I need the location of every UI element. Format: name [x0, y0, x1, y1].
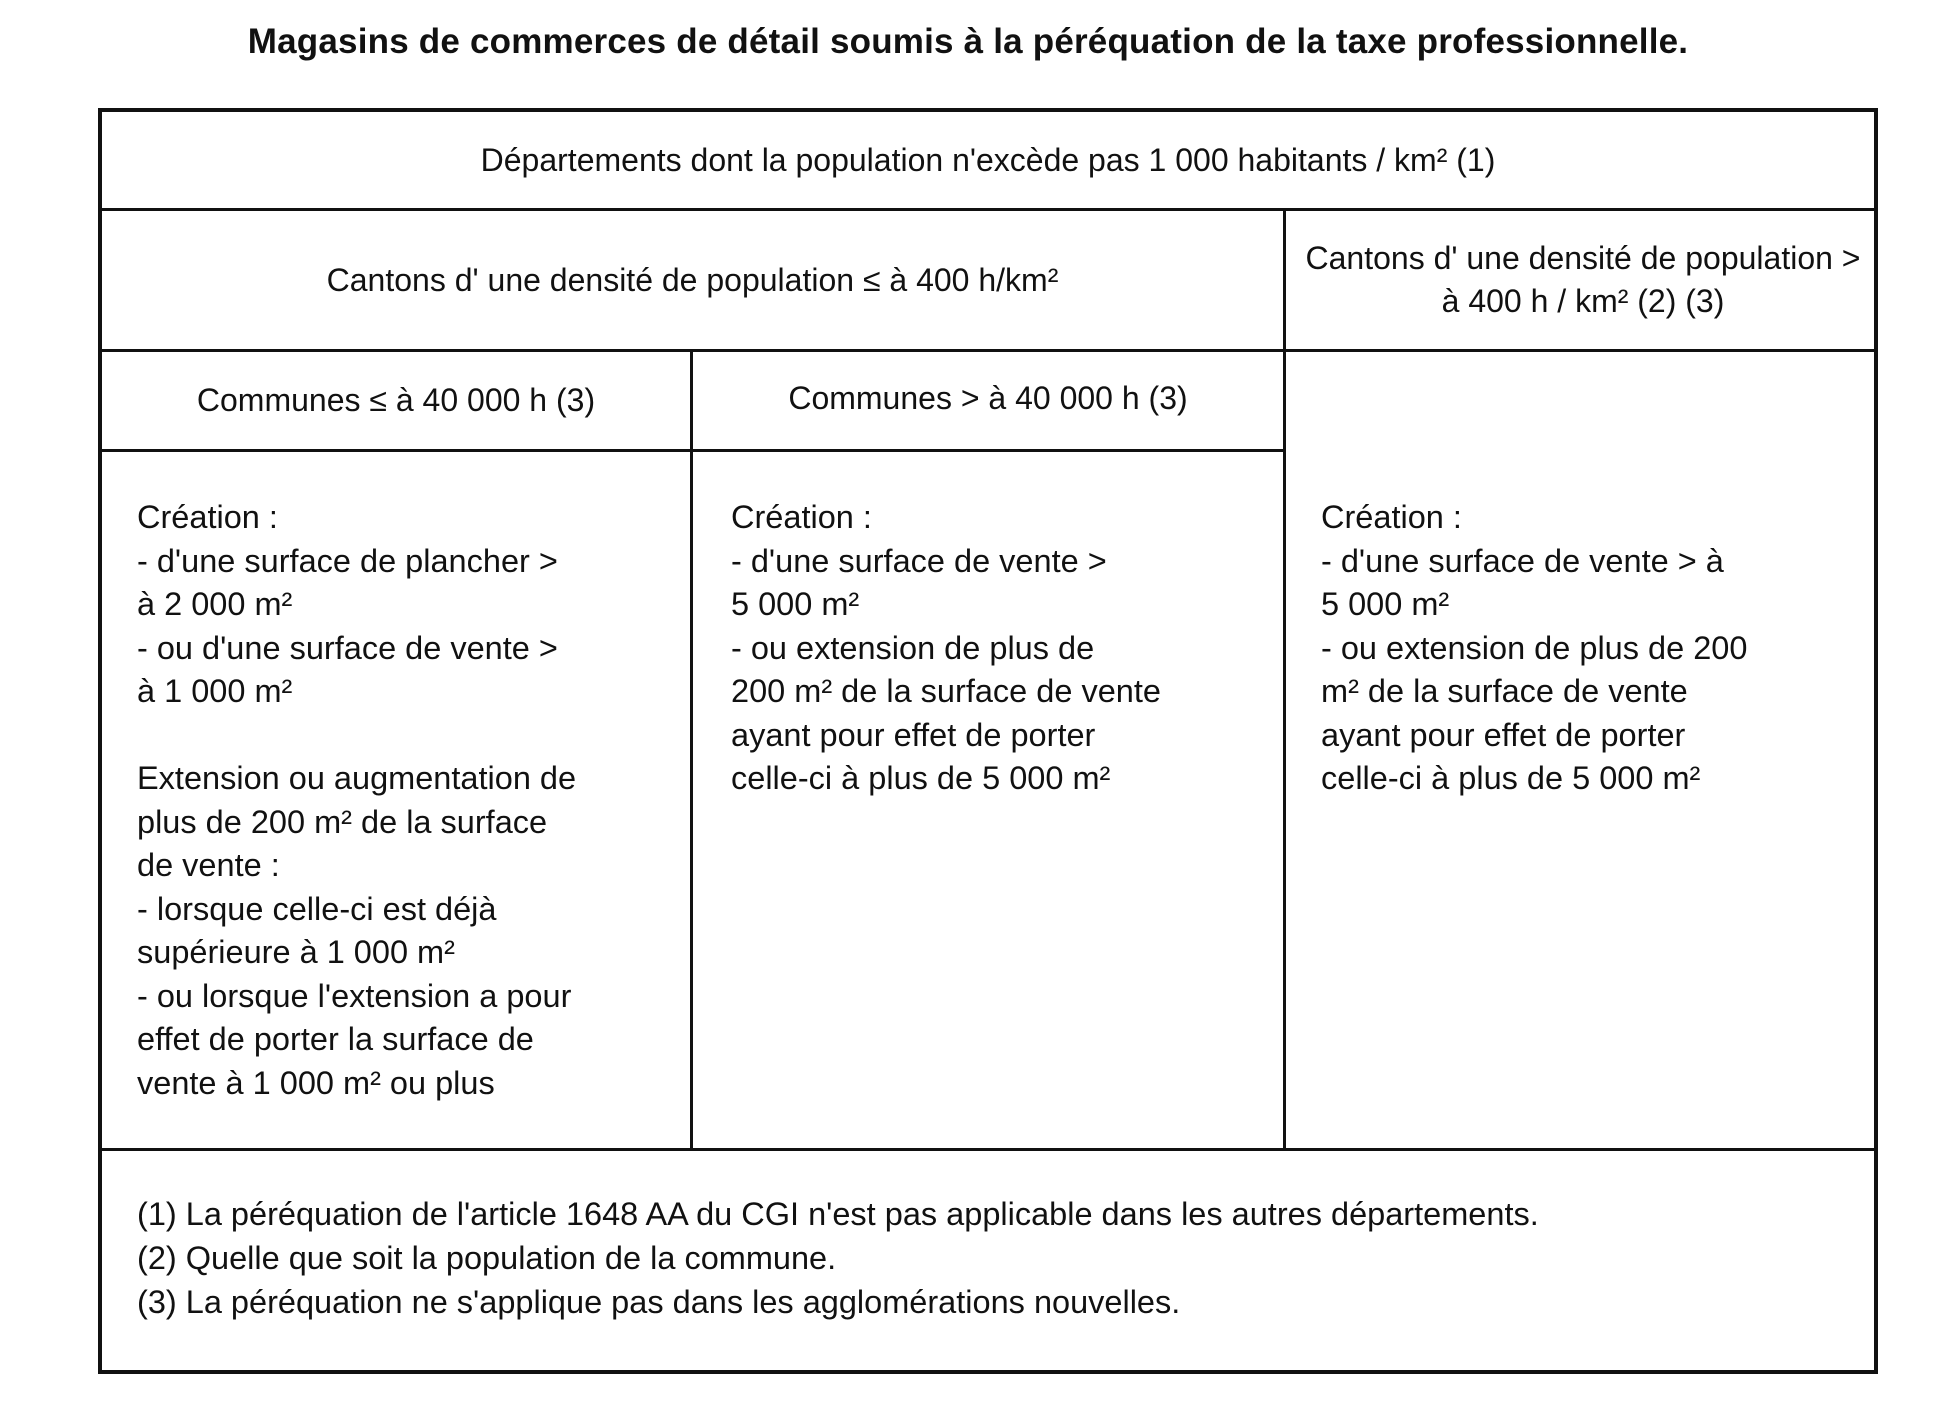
criteria-communes-small: Création : - d'une surface de plancher > à 2 000 m² - ou d'une surface de vente > à 1 000 m² Extension ou augmentation de plus de 200 m² de la surface de vente : - lorsque celle-ci est déjà supérieure à 1 000 m² - ou lorsque l'extension a pour effet de porter la surface de vente à 1 000 m² ou plus [137, 499, 577, 1101]
footnotes: (1) La péréquation de l'article 1648 AA du CGI n'est pas applicable dans les autres départements. (2) Quelle que soit la population de la commune. (3) La péréquation ne s'applique pas dans les agglomérations nouvelles. [137, 1196, 1539, 1320]
column-divider-middle [690, 349, 693, 1151]
row-divider-4 [98, 1148, 1878, 1151]
criteria-high-density: Création : - d'une surface de vente > à 5 000 m² - ou extension de plus de 200 m² de la surface de vente ayant pour effet de porter celle-ci à plus de 5 000 m² [1321, 499, 1748, 796]
page-title: Magasins de commerces de détail soumis à la péréquation de la taxe professionnelle. [247, 22, 1689, 61]
column-divider-right [1283, 208, 1286, 1151]
header-cantons-high-density: Cantons d' une densité de population > à 400 h / km² (2) (3) [1305, 240, 1861, 319]
header-departements: Départements dont la population n'excède pas 1 000 habitants / km² (1) [480, 141, 1496, 178]
header-cantons-low-density: Cantons d' une densité de population ≤ à 400 h/km² [326, 261, 1059, 298]
criteria-communes-large: Création : - d'une surface de vente > 5 000 m² - ou extension de plus de 200 m² de la surface de vente ayant pour effet de porter celle-ci à plus de 5 000 m² [731, 499, 1161, 796]
header-communes-large: Communes > à 40 000 h (3) [788, 379, 1188, 416]
header-communes-small: Communes ≤ à 40 000 h (3) [196, 382, 596, 418]
